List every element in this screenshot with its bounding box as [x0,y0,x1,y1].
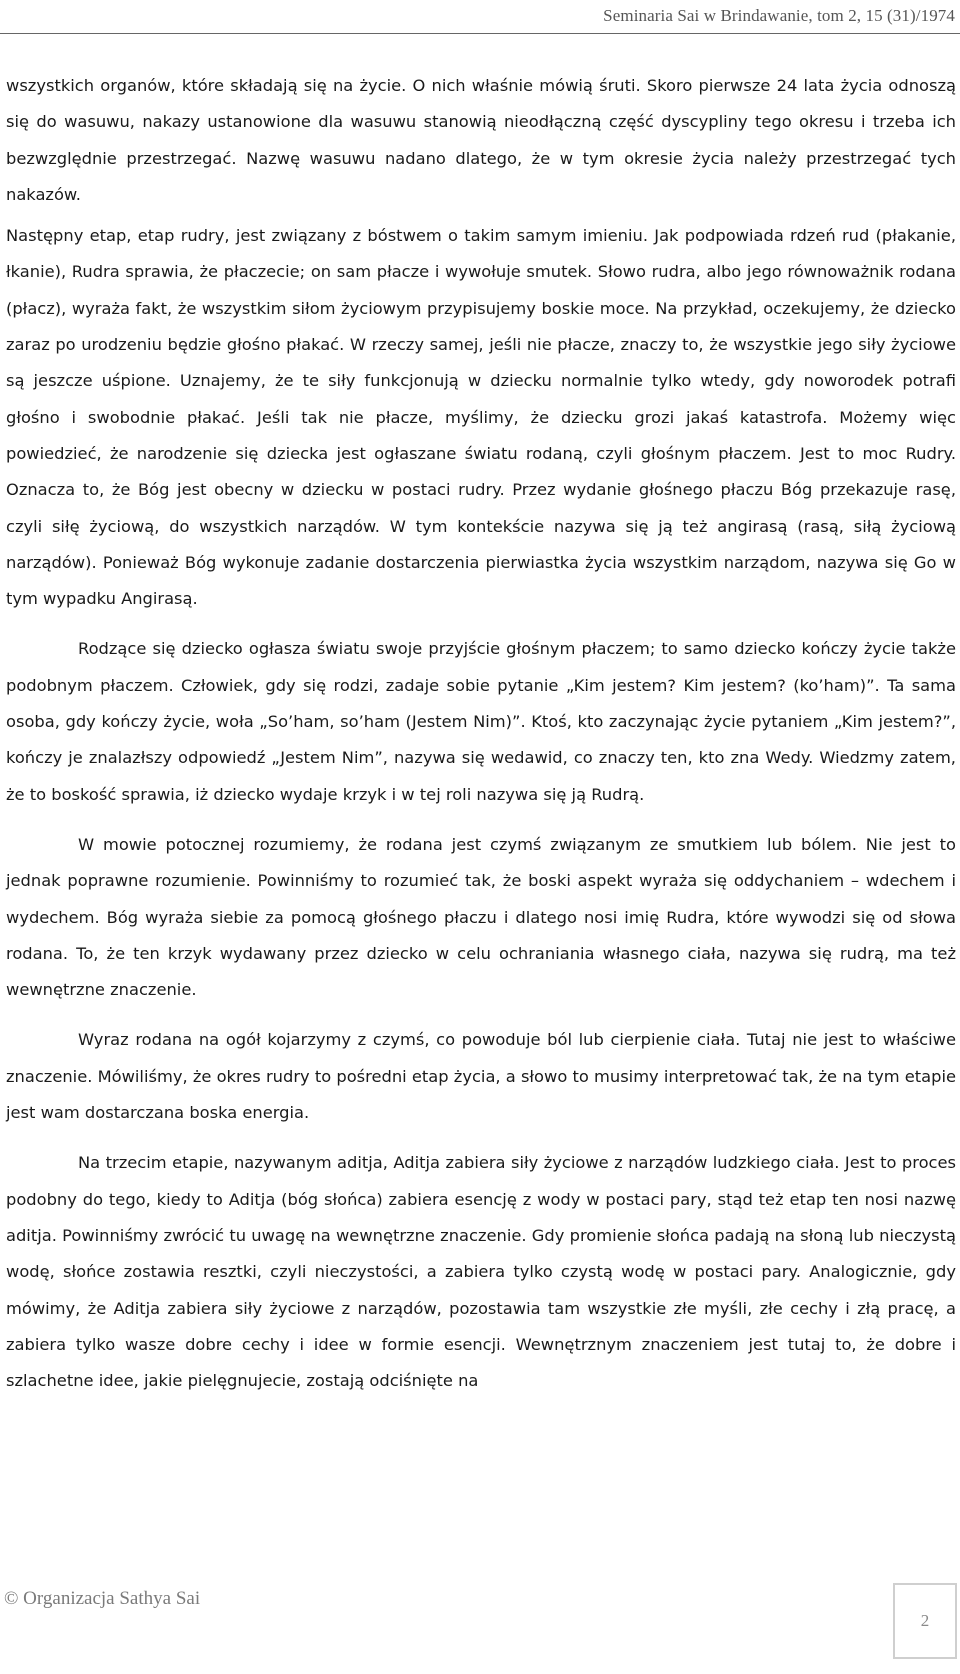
paragraph-3: Rodzące się dziecko ogłasza światu swoje przyjście głośnym płaczem; to samo dziecko kończy życie także podobnym płaczem. Człowiek, gdy się rodzi, zadaje sobie pytanie „Kim jestem? Kim jestem? (ko’ham)”. Ta sama osoba, gdy kończy życie, woła „So’ham, so’ham (Jestem Nim)”. Ktoś, kto zaczynając życie pytaniem „Kim jestem?”, kończy je znalazłszy odpowiedź „Jestem Nim”, nazywa się wedawid, co znaczy ten, kto zna Wedy. Wiedzmy zatem, że to boskość sprawia, iż dziecko wydaje krzyk i w tej roli nazywa się ją Rudrą. [6,639,956,804]
paragraph-4: W mowie potocznej rozumiemy, że rodana jest czymś związanym ze smutkiem lub bólem. Nie jest to jednak poprawne rozumienie. Powinniśmy to rozumieć tak, że boski aspekt wyraża się oddychaniem – wdechem i wydechem. Bóg wyraża siebie za pomocą głośnego płaczu i dlatego nosi imię Rudra, które wywodzi się od słowa rodana. To, że ten krzyk wydawany przez dziecko w celu ochraniania własnego ciała, nazywa się rudrą, ma też wewnętrzne znaczenie. [6,834,956,1000]
page-header [0,0,960,38]
body-text [6,68,956,1435]
paragraph-5: Wyraz rodana na ogół kojarzymy z czymś, co powoduje ból lub cierpienie ciała. Tutaj nie jest to właściwe znaczenie. Mówiliśmy, że okres rudry to pośredni etap życia, a słowo to musimy interpretować tak, że na tym etapie jest wam dostarczana boska energia. [6,1030,956,1123]
paragraph-6: Na trzecim etapie, nazywanym aditja, Aditja zabiera siły życiowe z narządów ludzkiego ciała. Jest to proces podobny do tego, kiedy to Aditja (bóg słońca) zabiera esencję z wody w postaci pary, stąd też etap ten nosi nazwę aditja. Powinniśmy zwrócić tu uwagę na wewnętrzne znaczenie. Gdy promienie słońca padają na słoną lub nieczystą wodę, słońce zostawia resztki, czyli nieczystości, a zabiera tylko czystą wodę w postaci pary. Analogicznie, gdy mówimy, że Aditja zabiera siły życiowe z narządów, pozostawia tam wszystkie złe myśli, złe cechy i złą pracę, a zabiera tylko wasze dobre cechy i idee w formie esencji. Wewnętrznym znaczeniem jest tutaj to, że dobre i szlachetne idee, jakie pielęgnujecie, zostają odciśnięte na [6,1153,956,1391]
page-number: 2 [920,1611,930,1630]
page-footer [0,1585,960,1665]
paragraph-1: wszystkich organów, które składają się na życie. O nich właśnie mówią śruti. Skoro pierwsze 24 lata życia odnoszą się do wasuwu, nakazy ustanowione dla wasuwu stanowią nieodłączną część dyscypliny tego okresu i trzeba ich bezwzględnie przestrzegać. Nazwę wasuwu nadano dlatego, że w tym okresie życia należy przestrzegać tych nakazów. [6,76,956,204]
header-rule [0,33,960,34]
page-number-box [893,1583,957,1659]
running-header-title: Seminaria Sai w Brindawanie, tom 2, 15 (31)/1974 [603,6,955,25]
paragraph-2: Następny etap, etap rudry, jest związany z bóstwem o takim samym imieniu. Jak podpowiada rdzeń rud (płakanie, łkanie), Rudra sprawia, że płaczecie; on sam płacze i wywołuje smutek. Słowo rudra, albo jego równoważnik rodana (płacz), wyraża fakt, że wszystkim siłom życiowym przypisujemy boskie moce. Na przykład, oczekujemy, że dziecko zaraz po urodzeniu będzie głośno płakać. W rzeczy samej, jeśli nie płacze, znaczy to, że wszystkie jego siły życiowe są jeszcze uśpione. Uznajemy, że te siły funkcjonują w dziecku normalnie tylko wtedy, gdy noworodek potrafi głośno i swobodnie płakać. Jeśli tak nie płacze, myślimy, że dziecku grozi jakaś katastrofa. Możemy więc powiedzieć, że narodzenie się dziecka jest ogłaszane światu rodaną, czyli głośnym płaczem. Jest to moc Rudry. Oznacza to, że Bóg jest obecny w dziecku w postaci rudry. Przez wydanie głośnego płaczu Bóg przekazuje rasę, czyli siłę życiową, do wszystkich narządów. W tym kontekście nazywa się ją też angirasą (rasą, siłą życiową narządów). Ponieważ Bóg wykonuje zadanie dostarczenia pierwiastka życia wszystkim narządom, nazywa się Go w tym wypadku Angirasą. [6,226,956,609]
copyright-notice: © Organizacja Sathya Sai [4,1588,201,1609]
